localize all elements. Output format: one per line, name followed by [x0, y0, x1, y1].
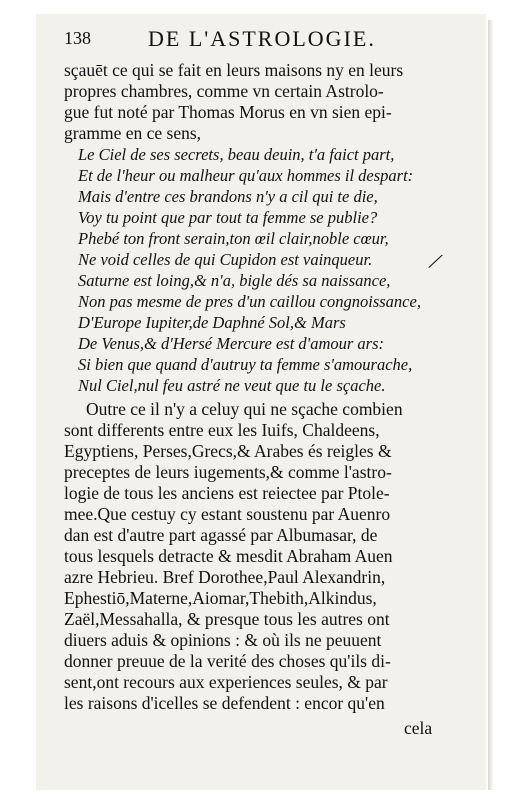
- verse-line: Nul Ciel,nul feu astré ne veut que tu le sçache.: [78, 376, 386, 395]
- prose-line: logie de tous les anciens est reiectee par Ptole-: [64, 483, 390, 503]
- prose-line: Egyptiens, Perses,Grecs,& Arabes és reigles &: [64, 441, 392, 461]
- verse-line: D'Europe Iupiter,de Daphné Sol,& Mars: [78, 313, 346, 332]
- verse-line: Si bien que quand d'autruy ta femme s'amourache,: [78, 355, 413, 374]
- ink-mark: ╱: [428, 253, 442, 271]
- running-head: DE L'ASTROLOGIE.: [148, 26, 376, 51]
- prose-line: sent,ont recours aux experiences seules, & par: [64, 672, 388, 692]
- prose-line: Outre ce il n'y a celuy qui ne sçache combien: [86, 399, 403, 419]
- verse-line: Saturne est loing,& n'a, bigle dés sa naissance,: [78, 271, 391, 290]
- prose-line: mee.Que cestuy cy estant soustenu par Auenro: [64, 504, 391, 524]
- prose-line: preceptes de leurs iugements,& comme l'astro-: [64, 462, 392, 482]
- verse-line: Non pas mesme de pres d'un caillou congnoissance,: [78, 292, 421, 311]
- prose-line: les raisons d'icelles se defendent : encor qu'en: [64, 693, 385, 713]
- prose-line: Zaël,Messahalla, & presque tous les autres ont: [64, 609, 390, 629]
- prose-line: propres chambres, comme vn certain Astrolo-: [64, 81, 384, 101]
- verse-line: Et de l'heur ou malheur qu'aux hommes il despart:: [78, 166, 414, 185]
- verse-line: Mais d'entre ces brandons n'y a cil qui te die,: [78, 187, 378, 206]
- prose-line: gue fut noté par Thomas Morus en vn sien epi-: [64, 102, 392, 122]
- page-number: 138: [64, 28, 91, 48]
- verse-line: Ne void celles de qui Cupidon est vainqueur.: [78, 250, 373, 269]
- verse-line: Phebé ton front serain,ton œil clair,noble cœur,: [78, 229, 389, 248]
- prose-line: diuers aduis & opinions : & où ils ne peuuent: [64, 630, 382, 650]
- prose-line: gramme en ce sens,: [64, 123, 202, 143]
- prose-line: azre Hebrieu. Bref Dorothee,Paul Alexandrin,: [64, 567, 386, 587]
- verse-line: Le Ciel de ses secrets, beau deuin, t'a faict part,: [78, 145, 395, 164]
- prose-line: sont differents entre eux les Iuifs, Chaldeens,: [64, 420, 380, 440]
- verse-line: De Venus,& d'Hersé Mercure est d'amour ars:: [78, 334, 384, 353]
- prose-line: Ephestiō,Materne,Aiomar,Thebith,Alkindus,: [64, 588, 377, 608]
- prose-line: dan est d'autre part agassé par Albumasar, de: [64, 525, 378, 545]
- page-edge-shadow: [488, 20, 494, 790]
- verse-line: Voy tu point que par tout ta femme se publie?: [78, 208, 378, 227]
- prose-line: sçauēt ce qui se fait en leurs maisons ny en leurs: [64, 60, 404, 80]
- catchword: cela: [404, 718, 433, 738]
- page-header: [64, 26, 464, 54]
- prose-line: donner preuue de la verité des choses qu'ils di-: [64, 651, 391, 671]
- prose-line: tous lesquels detracte & mesdit Abraham Auen: [64, 546, 393, 566]
